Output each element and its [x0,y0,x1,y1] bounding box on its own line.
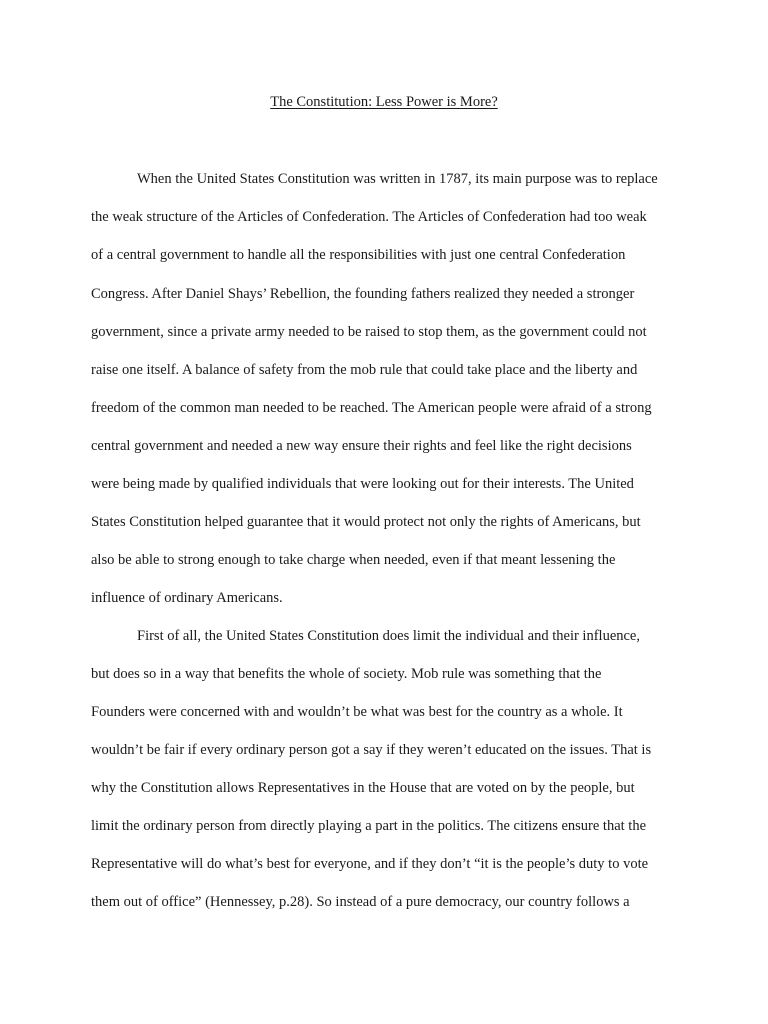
body-line: of a central government to handle all the responsibilities with just one central Confederation [91,247,626,263]
body-line: why the Constitution allows Representatives in the House that are voted on by the people, but [91,780,635,796]
body-line: were being made by qualified individuals that were looking out for their interests. The United [91,476,634,492]
body-line: raise one itself. A balance of safety from the mob rule that could take place and the liberty and [91,362,638,378]
body-line: limit the ordinary person from directly playing a part in the politics. The citizens ensure that the [91,818,647,834]
body-line: the weak structure of the Articles of Confederation. The Articles of Confederation had too weak [91,209,647,225]
body-line: Founders were concerned with and wouldn’t be what was best for the country as a whole. It [91,704,623,720]
body-line: When the United States Constitution was written in 1787, its main purpose was to replace [137,171,658,187]
body-line: them out of office” (Hennessey, p.28). So instead of a pure democracy, our country follows a [91,894,630,910]
body-line: freedom of the common man needed to be reached. The American people were afraid of a strong [91,400,652,416]
body-line: States Constitution helped guarantee that it would protect not only the rights of Americans, but [91,514,641,530]
body-line: wouldn’t be fair if every ordinary person got a say if they weren’t educated on the issues. That is [91,742,652,758]
body-line: central government and needed a new way ensure their rights and feel like the right decisions [91,438,632,454]
body-line: government, since a private army needed to be raised to stop them, as the government could not [91,324,647,340]
body-line: influence of ordinary Americans. [91,590,283,606]
document-title: The Constitution: Less Power is More? [270,94,498,110]
body-line: also be able to strong enough to take charge when needed, even if that meant lessening the [91,552,616,568]
body-line: First of all, the United States Constitution does limit the individual and their influence, [137,628,640,644]
body-line: Representative will do what’s best for everyone, and if they don’t “it is the people’s duty to vote [91,856,649,872]
body-line: Congress. After Daniel Shays’ Rebellion, the founding fathers realized they needed a stronger [91,286,635,302]
body-line: but does so in a way that benefits the whole of society. Mob rule was something that the [91,666,602,682]
